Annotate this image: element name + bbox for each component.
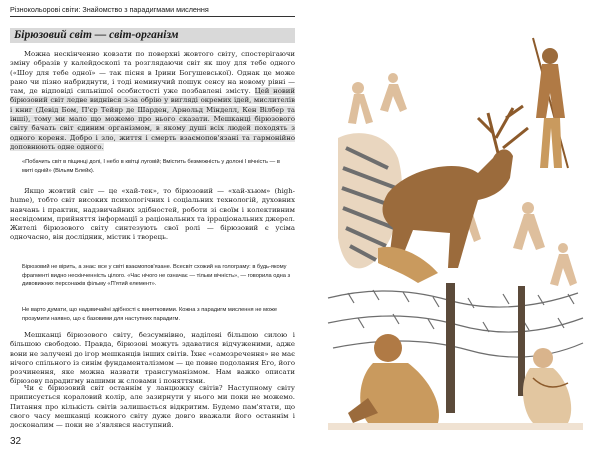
deer-icon [378,106,528,283]
spear-figure-icon [533,38,568,168]
running-header: Різнокольорові світи: Знайомство з парадигмами мислення [10,4,295,17]
paragraph-3: Мешканці бірюзового світу, безсумнівно, наділені більшою силою і більшою свободою. Правда, бірюзові можуть здаватися відчуженими, адже вони не залучені до ігор мешканців інших світів. Їхнє «самозречення» не має нічого спільного із синім фундаменталізмом — це повне подолання Его, його розчинення, яке можна назвати трансгуманізмом. Нам важко описати бірюзову парадигму нашими ж словами і поняттями. [10,331,295,386]
paragraph-1-text: Можна нескінченно ковзати по поверхні жовтого світу, спостерігаючи зміну образів у калейдоскопі та розглядаючи світ як шоу для тебе одного («Шоу для тебе одної» — так пісня в Ірини Богушевської). Однак це може рано чи пізно набриднути, і тоді неминучий пошук сенсу на новому рівні — там, де відповіді сильнішої особистості уже позбавлені змісту. [10,50,295,96]
section-title: Бірюзовий світ — світ-організм [10,28,295,43]
sitting-figure-icon [348,334,439,423]
paragraph-1 [10,50,295,152]
page-number: 32 [10,436,22,447]
barbed-wire-icon [328,290,583,357]
paragraph-1-highlight: Цей новий бірюзовий світ ледве виднівся з-за обрію у вигляді окремих ідей, мислителів і книг (Девід Бом, П'єр Тейяр де Шарден, Арнольд Мінделл, Кен Вілбер та інші), тому ми мало що можемо про нього сказати. Мешканці бірюзового світу бачать світ єдиним організмом, в якому душі всіх людей походять з одного кореня. Добро і зло, життя і смерть взаємопов'язані та гармонійно доповнюють одне одного. [10,87,295,151]
abilities-note: Не варто думати, що надзвичайні здібності є винятковими. Кожна з парадигм мислення не може прозумити наявно, що є базовими для наступних парадигм. [22,307,278,322]
turquoise-world-collage-icon [318,18,588,438]
right-page [300,0,600,458]
blake-quote: «Побачить світ в піщинці долі, І небо в квітці луговій; Вмістить безмежність у долоні І вічність — в миті одній» (Вільям Блейк). [22,159,280,174]
crouching-figure-icon [523,348,571,423]
paragraph-4: Чи є бірюзовий світ останнім у ланцюжку світів? Наступному світу приписується кораловий колір, але зазирнути у нього ми поки не можемо. Питання про кількість світів залишається відкритим. Будемо пам'ятати, що свого часу мешканці кожного світу дуже довго вважали його останнім і досконалим — поки не з'являвся наступний. [10,384,295,430]
turquoise-quote: Бірюзовий не вірить, а знає: все у світі взаємопов'язане. Всесвіт схожий на голограму: в будь-якому фрагменті видно нескінченність цілого. «Час нічого не означає — тільки вічність», — говорила одна з дивовижних персонажів фільму «П'ятий елемент». [22,264,291,288]
paragraph-2: Якщо жовтий світ — це «хай-тек», то бірюзовий — «хай-хьюм» (high-hume), тобто світ високих психологічних і соціальних технологій, духовних навчань і практик, надзвичайних здібностей, роботи зі своїм і колективним несвідомим, прийняття інформації з раціональних та ірраціональних джерел. Жителі бірюзового світу синтезують свої ролі — бірюзовий є усіма одночасно, він дослідник, містик і творець. [10,187,295,242]
